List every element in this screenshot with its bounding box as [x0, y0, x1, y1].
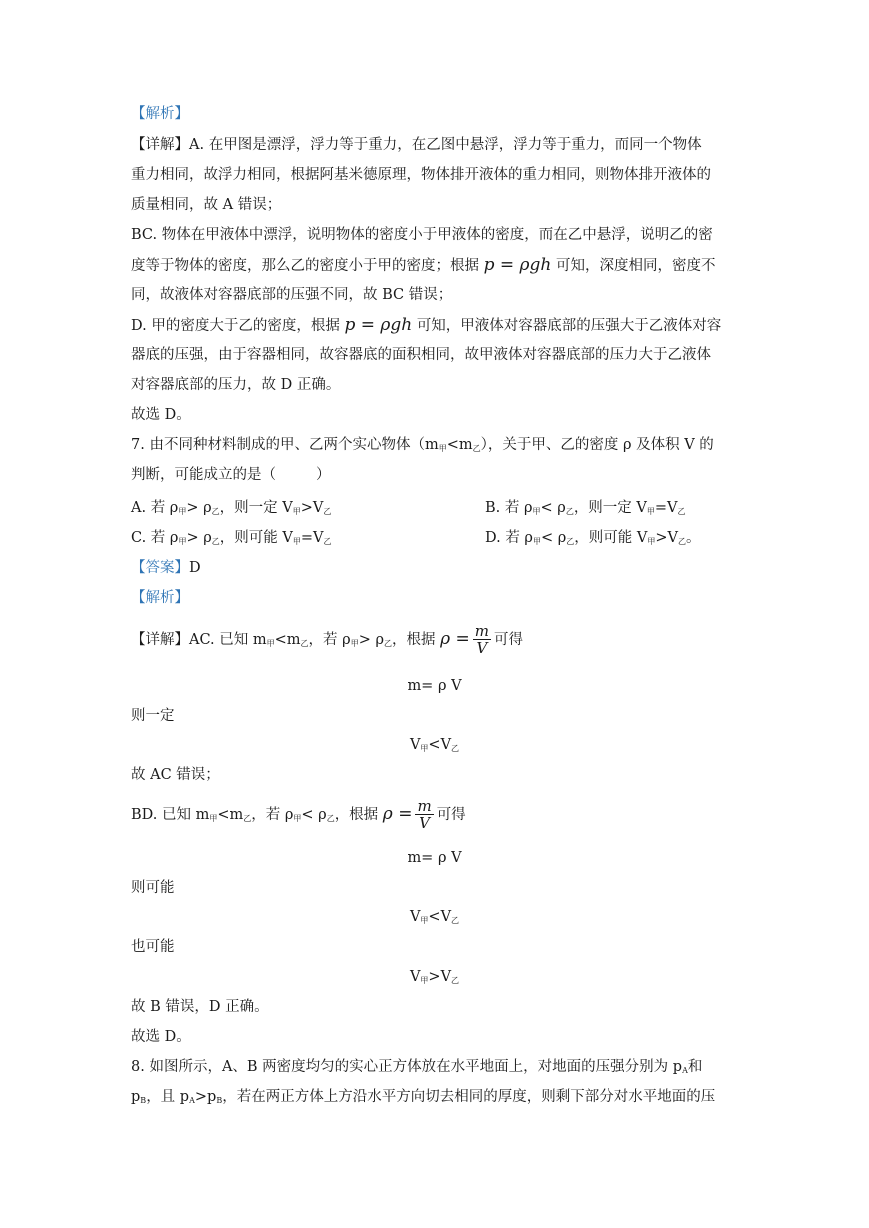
subscript: 乙 [677, 537, 686, 546]
mass-equation: m= ρ V [407, 678, 462, 694]
detail-line-4: BC. 物体在甲液体中漂浮，说明物体的密度小于甲液体的密度，而在乙中悬浮，说明乙的密 [131, 227, 713, 243]
pressure-formula: p = ρgh [344, 315, 413, 335]
then-possible-line: 则可能 [131, 880, 175, 896]
answer-value: D [189, 560, 201, 576]
detail-line-6: 同，故液体对容器底部的压强不同，故 BC 错误； [131, 287, 453, 303]
ac-conclusion: 故 AC 错误； [131, 767, 220, 783]
q8-stem-line-1: 8. 如图所示，A、B 两密度均匀的实心正方体放在水平地面上，对地面的压强分别为 $p_A$和 [131, 1059, 703, 1075]
subscript: 乙 [451, 976, 460, 985]
subscript: 乙 [211, 537, 220, 546]
subscript: 乙 [451, 744, 460, 753]
q8-stem-line-2: $p_B$，且 $p_A>p_B$，若在两正方体上方沿水平方向切去相同的厚度，则剩下部分对水平地面的压 [131, 1089, 716, 1105]
volume-relation-2: $V_甲<V_乙$ [409, 909, 460, 925]
analysis-label: 【解析】 [131, 106, 189, 122]
conclusion-line: 故选 D。 [131, 407, 191, 423]
subscript: B [216, 1096, 223, 1105]
q7-stem-line-2: 判断，可能成立的是（ ） [131, 467, 331, 483]
subscript: 甲 [209, 814, 218, 823]
subscript: 甲 [350, 639, 359, 648]
also-possible-line: 也可能 [131, 939, 175, 955]
subscript: 乙 [566, 537, 575, 546]
density-formula: ρ = $\frac{m}{V}$ [382, 797, 432, 832]
analysis-label-2: 【解析】 [131, 590, 189, 606]
detail-line-8: 器底的压强，由于容器相同，故容器底的面积相同，故甲液体对容器底部的压力大于乙液体 [131, 347, 711, 363]
detail-line-2: 重力相同，故浮力相同，根据阿基米德原理，物体排开液体的重力相同，则物体排开液体的 [131, 167, 711, 183]
option-b: B. 若 $\rho_甲< \rho_乙$，则一定 $V_甲=V_乙$ [485, 500, 686, 516]
subscript: A [189, 1096, 195, 1105]
detail-line-9: 对容器底部的压力，故 D 正确。 [131, 377, 341, 393]
subscript: 甲 [293, 814, 302, 823]
subscript: 乙 [323, 537, 332, 546]
detail-line-1: 【详解】A. 在甲图是漂浮，浮力等于重力，在乙图中悬浮，浮力等于重力，而同一个物体 [131, 137, 702, 153]
subscript: 甲 [420, 744, 429, 753]
subscript: 甲 [420, 916, 429, 925]
subscript: 乙 [323, 507, 332, 516]
subscript: 甲 [438, 444, 447, 453]
subscript: 乙 [300, 639, 309, 648]
subscript: 甲 [178, 507, 187, 516]
subscript: 甲 [532, 537, 541, 546]
subscript: B [140, 1096, 147, 1105]
then-certain-line: 则一定 [131, 708, 175, 724]
detail-tag: 【详解】 [131, 137, 189, 153]
subscript: 甲 [292, 537, 301, 546]
subscript: 乙 [326, 814, 335, 823]
detail-line-5: 度等于物体的密度，那么乙的密度小于甲的密度；根据 p = ρgh 可知，深度相同，密度不 [131, 255, 716, 275]
option-d: D. 若 $\rho_甲< \rho_乙$，则可能 $V_甲>V_乙$。 [485, 530, 701, 546]
subscript: A [682, 1066, 688, 1075]
q7-options-row-2 [131, 528, 869, 552]
ac-detail-line: 【详解】AC. 已知 $m_甲<m_乙$，若 $\rho_甲> \rho_乙$，根据 ρ = $\frac{m}{V}$ 可得 [131, 622, 523, 657]
pressure-formula: p = ρgh [483, 255, 552, 275]
subscript: 甲 [420, 976, 429, 985]
q7-options-row-1 [131, 498, 869, 522]
mass-equation-2: m= ρ V [407, 850, 462, 866]
subscript: 甲 [178, 537, 187, 546]
subscript: 甲 [532, 507, 541, 516]
subscript: 甲 [647, 537, 656, 546]
q7-stem-line-1: 7. 由不同种材料制成的甲、乙两个实心物体$(m_甲<m_乙)$，关于甲、乙的密度 ρ 及体积 V 的 [131, 437, 714, 453]
subscript: 甲 [292, 507, 301, 516]
subscript: 乙 [211, 507, 220, 516]
answer-line [131, 558, 201, 578]
volume-relation-3: $V_甲>V_乙$ [409, 969, 460, 985]
subscript: 乙 [383, 639, 392, 648]
detail-line-3: 质量相同，故 A 错误； [131, 197, 282, 213]
subscript: 甲 [266, 639, 275, 648]
bd-detail-line: BD. 已知 $m_甲<m_乙$，若 $\rho_甲< \rho_乙$，根据 ρ = $\frac{m}{V}$ 可得 [131, 797, 466, 832]
option-c: C. 若 $\rho_甲> \rho_乙$，则可能 $V_甲=V_乙$ [131, 530, 332, 546]
density-formula: ρ = $\frac{m}{V}$ [440, 622, 489, 657]
subscript: 乙 [451, 916, 460, 925]
bd-conclusion: 故 B 错误，D 正确。 [131, 999, 269, 1015]
subscript: 乙 [565, 507, 574, 516]
subscript: 乙 [243, 814, 252, 823]
subscript: 乙 [472, 444, 481, 453]
final-choice: 故选 D。 [131, 1029, 191, 1045]
answer-label: 【答案】 [131, 560, 189, 576]
subscript: 乙 [677, 507, 686, 516]
volume-relation-1: $V_甲<V_乙$ [409, 737, 460, 753]
detail-line-7: D. 甲的密度大于乙的密度，根据 p = ρgh 可知，甲液体对容器底部的压强大于乙液体对容 [131, 315, 722, 335]
option-a: A. 若 $\rho_甲> \rho_乙$，则一定 $V_甲>V_乙$ [131, 500, 332, 516]
subscript: 甲 [646, 507, 655, 516]
